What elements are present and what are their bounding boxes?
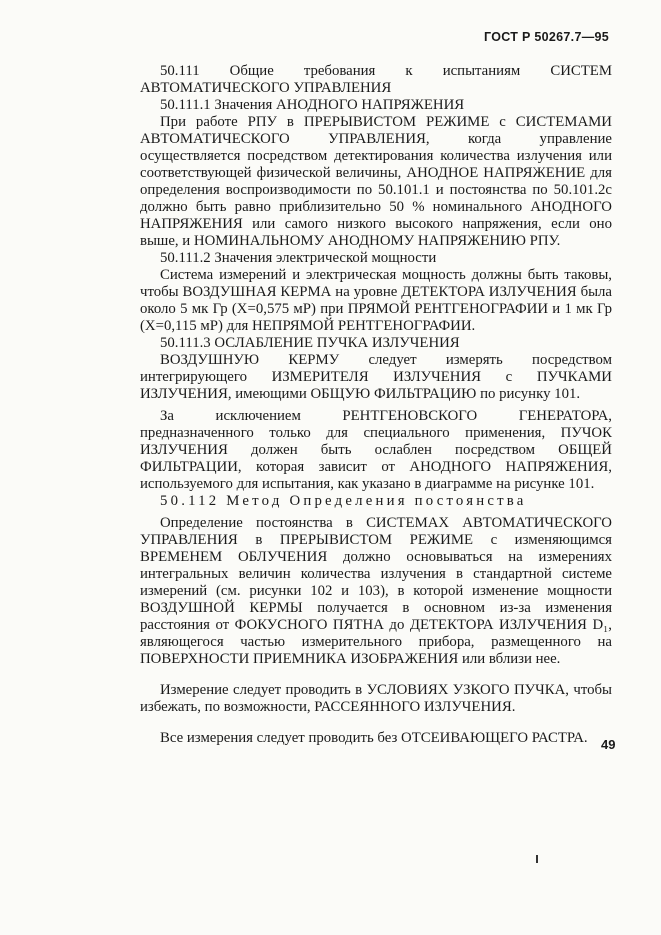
document-header: ГОСТ Р 50267.7—95 (484, 30, 609, 44)
paragraph: ВОЗДУШНУЮ КЕРМУ следует измерять посредством интегрирующего ИЗМЕРИТЕЛЯ ИЗЛУЧЕНИЯ с ПУЧКАМИ ИЗЛУЧЕНИЯ, имеющими ОБЩУЮ ФИЛЬТРАЦИЮ по рисунку 101. (140, 352, 612, 402)
paragraph: При работе РПУ в ПРЕРЫВИСТОМ РЕЖИМЕ с СИСТЕМАМИ АВТОМАТИЧЕСКОГО УПРАВЛЕНИЯ, когда управление осуществляется посредством детектирования количества излучения или соответствующей физической величины, АНОДНОЕ НАПРЯЖЕНИЕ для определения воспроизводимости по 50.101.1 и постоянства по 50.101.2с должно быть равно приблизительно 50 % номинального АНОДНОГО НАПРЯЖЕНИЯ или самого низкого высокого напряжения, если оно выше, и НОМИНАЛЬНОМУ АНОДНОМУ НАПРЯЖЕНИЮ РПУ. (140, 114, 612, 249)
paragraph: Система измерений и электрическая мощность должны быть таковы, чтобы ВОЗДУШНАЯ КЕРМА на уровне ДЕТЕКТОРА ИЗЛУЧЕНИЯ была около 5 мк Гр (Х=0,575 мР) при ПРЯМОЙ РЕНТГЕНОГРАФИИ и 1 мк Гр (Х=0,115 мР) для НЕПРЯМОЙ РЕНТГЕНОГРАФИИ. (140, 267, 612, 334)
section-heading: 50.111.1 Значения АНОДНОГО НАПРЯЖЕНИЯ (160, 97, 465, 113)
page-number: 49 (601, 737, 616, 752)
section-heading: 50.112 Метод Определения постоянства (160, 493, 527, 509)
paragraph: Все измерения следует проводить без ОТСЕИВАЮЩЕГО РАСТРА. (160, 730, 588, 746)
paragraph: Определение постоянства в СИСТЕМАХ АВТОМАТИЧЕСКОГО УПРАВЛЕНИЯ в ПРЕРЫВИСТОМ РЕЖИМЕ с изменяющимся ВРЕМЕНЕМ ОБЛУЧЕНИЯ должно основываться на измерениях интегральных величин количества излучения в стандартной системе измерений (см. рисунки 102 и 103), в которой изменение мощности ВОЗДУШНОЙ КЕРМЫ получается в основном из-за изменения расстояния от ФОКУСНОГО ПЯТНА до ДЕТЕКТОРА ИЗЛУЧЕНИЯ D₁, являющегося частью измерительного прибора, размещенного на ПОВЕРХНОСТИ ПРИЕМНИКА ИЗОБРАЖЕНИЯ или вблизи нее. (140, 515, 612, 667)
section-heading: 50.111.3 ОСЛАБЛЕНИЕ ПУЧКА ИЗЛУЧЕНИЯ (160, 335, 460, 351)
paragraph: Измерение следует проводить в УСЛОВИЯХ УЗКОГО ПУЧКА, чтобы избежать, по возможности, РАССЕЯННОГО ИЗЛУЧЕНИЯ. (140, 682, 612, 715)
paragraph: За исключением РЕНТГЕНОВСКОГО ГЕНЕРАТОРА, предназначенного только для специального применения, ПУЧОК ИЗЛУЧЕНИЯ должен быть ослаблен посредством ОБЩЕЙ ФИЛЬТРАЦИИ, которая зависит от АНОДНОГО НАПРЯЖЕНИЯ, используемого для испытания, как указано в диаграмме на рисунке 101. (140, 408, 612, 492)
section-heading: 50.111 Общие требования к испытаниям СИСТЕМ АВТОМАТИЧЕСКОГО УПРАВЛЕНИЯ (140, 63, 612, 96)
section-heading: 50.111.2 Значения электрической мощности (160, 250, 437, 266)
document-body (140, 63, 612, 747)
scan-mark (536, 855, 538, 863)
